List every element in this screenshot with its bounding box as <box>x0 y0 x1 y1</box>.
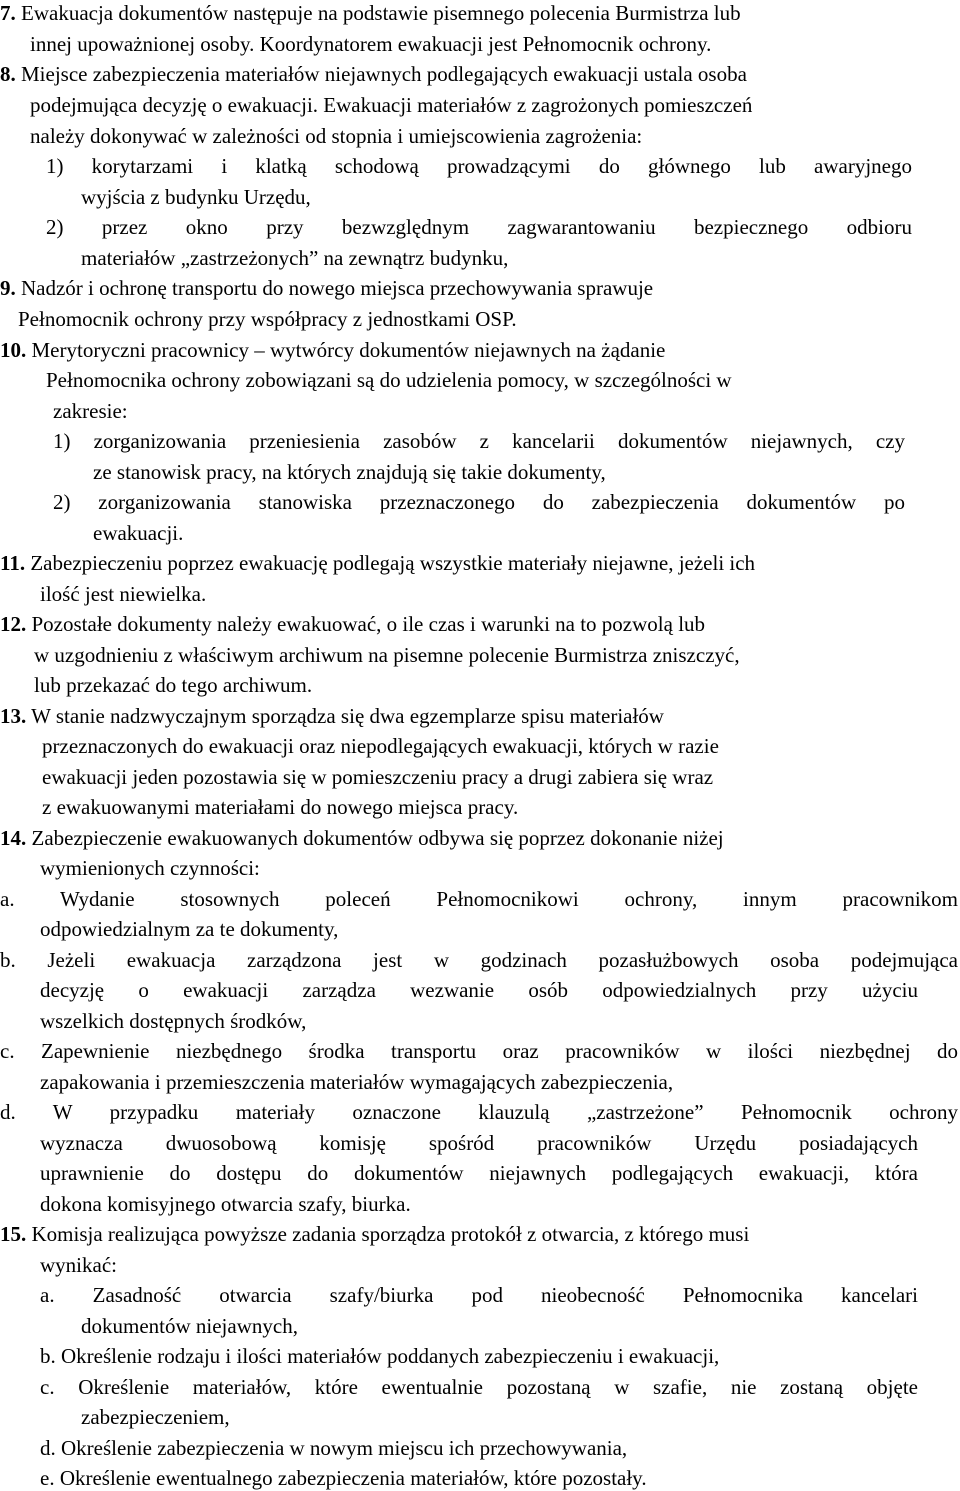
text-line <box>40 1008 306 1034</box>
text-line <box>42 794 518 820</box>
item-number: 7. <box>0 1 16 25</box>
text-line <box>0 611 705 637</box>
line-text: materiałów „zastrzeżonych” na zewnątrz budynku, <box>81 246 509 270</box>
line-text: ilość jest niewielka. <box>40 582 207 606</box>
line-text: wszelkich dostępnych środków, <box>40 1009 307 1033</box>
text-line <box>0 61 747 87</box>
text-line <box>81 1404 230 1430</box>
line-text: zabezpieczeniem, <box>81 1405 230 1429</box>
line-text: d. Określenie zabezpieczenia w nowym miejscu ich przechowywania, <box>40 1436 628 1460</box>
text-line <box>40 1160 918 1186</box>
text-line <box>53 398 128 424</box>
line-text: odpowiedzialnym za te dokumenty, <box>40 917 339 941</box>
item-number: 15. <box>0 1222 27 1246</box>
text-line <box>81 245 508 271</box>
line-text: 1) zorganizowania przeniesienia zasobów z kancelarii dokumentów niejawnych, czy <box>53 429 905 453</box>
text-line <box>40 916 338 942</box>
text-line <box>0 337 665 363</box>
line-text: 2) przez okno przy bezwzględnym zagwarantowaniu bezpiecznego odbioru <box>46 215 912 239</box>
text-line <box>46 367 732 393</box>
text-line <box>40 977 918 1003</box>
text-line <box>0 825 724 851</box>
text-line <box>0 550 755 576</box>
text-line <box>93 459 606 485</box>
line-text: lub przekazać do tego archiwum. <box>34 673 313 697</box>
text-line <box>0 275 653 301</box>
line-text: Pozostałe dokumenty należy ewakuować, o ile czas i warunki na to pozwolą lub <box>31 612 706 636</box>
line-text: Ewakuacja dokumentów następuje na podstawie pisemnego polecenia Burmistrza lub <box>21 1 741 25</box>
line-text: c. Zapewnienie niezbędnego środka transportu oraz pracowników w ilości niezbędnej do <box>0 1039 958 1063</box>
line-text: Komisja realizująca powyższe zadania sporządza protokół z otwarcia, z którego musi <box>31 1222 750 1246</box>
text-line <box>0 886 958 912</box>
line-text: W stanie nadzwyczajnym sporządza się dwa egzemplarze spisu materiałów <box>31 704 664 728</box>
text-line <box>42 764 713 790</box>
line-text: zakresie: <box>53 399 128 423</box>
line-text: wyznacza dwuosobową komisję spośród pracowników Urzędu posiadających <box>40 1131 918 1155</box>
line-text: Miejsce zabezpieczenia materiałów niejawnych podlegających ewakuacji ustala osoba <box>21 62 747 86</box>
item-number: 8. <box>0 62 16 86</box>
text-line <box>0 1099 958 1125</box>
item-number: 9. <box>0 276 16 300</box>
text-line <box>40 855 260 881</box>
text-line <box>30 31 711 57</box>
text-line <box>0 1221 749 1247</box>
item-number: 13. <box>0 704 27 728</box>
text-line <box>34 642 740 668</box>
text-line <box>34 672 312 698</box>
text-line <box>40 1252 117 1278</box>
line-text: a. Zasadność otwarcia szafy/biurka pod nieobecność Pełnomocnika kancelari <box>40 1283 918 1307</box>
text-line <box>40 1435 627 1461</box>
text-line <box>0 0 741 26</box>
line-text: Pełnomocnika ochrony zobowiązani są do udzielenia pomocy, w szczególności w <box>46 368 732 392</box>
line-text: przeznaczonych do ewakuacji oraz niepodlegających ewakuacji, których w razie <box>42 734 719 758</box>
line-text: e. Określenie ewentualnego zabezpieczenia materiałów, które pozostały. <box>40 1466 647 1490</box>
line-text: uprawnienie do dostępu do dokumentów niejawnych podlegających ewakuacji, która <box>40 1161 918 1185</box>
line-text: dokona komisyjnego otwarcia szafy, biurka. <box>40 1192 411 1216</box>
line-text: innej upoważnionej osoby. Koordynatorem ewakuacji jest Pełnomocnik ochrony. <box>30 32 712 56</box>
line-text: c. Określenie materiałów, które ewentualnie pozostaną w szafie, nie zostaną objęte <box>40 1375 918 1399</box>
line-text: w uzgodnieniu z właściwym archiwum na pisemne polecenie Burmistrza zniszczyć, <box>34 643 740 667</box>
text-line <box>53 428 905 454</box>
line-text: decyzję o ewakuacji zarządza wezwanie osób odpowiedzialnych przy użyciu <box>40 978 918 1002</box>
text-line <box>46 153 912 179</box>
line-text: 2) zorganizowania stanowiska przeznaczonego do zabezpieczenia dokumentów po <box>53 490 905 514</box>
text-line <box>40 1069 673 1095</box>
line-text: Pełnomocnik ochrony przy współpracy z jednostkami OSP. <box>18 307 517 331</box>
text-line <box>30 123 642 149</box>
line-text: należy dokonywać w zależności od stopnia i umiejscowienia zagrożenia: <box>30 124 643 148</box>
text-line <box>40 1191 411 1217</box>
text-line <box>0 1038 958 1064</box>
item-number: 12. <box>0 612 27 636</box>
item-number: 11. <box>0 551 26 575</box>
line-text: Merytoryczni pracownicy – wytwórcy dokumentów niejawnych na żądanie <box>31 338 666 362</box>
text-line <box>40 1343 719 1369</box>
text-line <box>42 733 719 759</box>
text-line <box>93 520 183 546</box>
line-text: wynikać: <box>40 1253 117 1277</box>
line-text: zapakowania i przemieszczenia materiałów wymagających zabezpieczenia, <box>40 1070 674 1094</box>
text-line <box>81 184 311 210</box>
line-text: ze stanowisk pracy, na których znajdują się takie dokumenty, <box>93 460 606 484</box>
line-text: Zabezpieczeniu poprzez ewakuację podlegają wszystkie materiały niejawne, jeżeli ich <box>30 551 756 575</box>
line-text: d. W przypadku materiały oznaczone klauzulą „zastrzeżone” Pełnomocnik ochrony <box>0 1100 958 1124</box>
text-line <box>40 1282 918 1308</box>
text-line <box>30 92 752 118</box>
line-text: podejmująca decyzję o ewakuacji. Ewakuacji materiałów z zagrożonych pomieszczeń <box>30 93 753 117</box>
text-line <box>40 1130 918 1156</box>
text-line <box>18 306 517 332</box>
item-number: 10. <box>0 338 27 362</box>
line-text: Nadzór i ochronę transportu do nowego miejsca przechowywania sprawuje <box>21 276 654 300</box>
line-text: Zabezpieczenie ewakuowanych dokumentów odbywa się poprzez dokonanie niżej <box>31 826 724 850</box>
item-number: 14. <box>0 826 27 850</box>
line-text: a. Wydanie stosownych poleceń Pełnomocnikowi ochrony, innym pracownikom <box>0 887 958 911</box>
text-line <box>40 581 206 607</box>
line-text: dokumentów niejawnych, <box>81 1314 298 1338</box>
line-text: z ewakuowanymi materiałami do nowego miejsca pracy. <box>42 795 519 819</box>
line-text: wymienionych czynności: <box>40 856 260 880</box>
text-line <box>0 947 958 973</box>
line-text: b. Jeżeli ewakuacja zarządzona jest w godzinach pozasłużbowych osoba podejmująca <box>0 948 958 972</box>
text-line <box>0 703 664 729</box>
text-line <box>46 214 912 240</box>
text-line <box>53 489 905 515</box>
line-text: wyjścia z budynku Urzędu, <box>81 185 311 209</box>
line-text: 1) korytarzami i klatką schodową prowadzącymi do głównego lub awaryjnego <box>46 154 912 178</box>
text-line <box>81 1313 298 1339</box>
text-line <box>40 1465 647 1491</box>
text-line <box>40 1374 918 1400</box>
line-text: b. Określenie rodzaju i ilości materiałów poddanych zabezpieczeniu i ewakuacji, <box>40 1344 720 1368</box>
line-text: ewakuacji. <box>93 521 184 545</box>
line-text: ewakuacji jeden pozostawia się w pomieszczeniu pracy a drugi zabiera się wraz <box>42 765 714 789</box>
